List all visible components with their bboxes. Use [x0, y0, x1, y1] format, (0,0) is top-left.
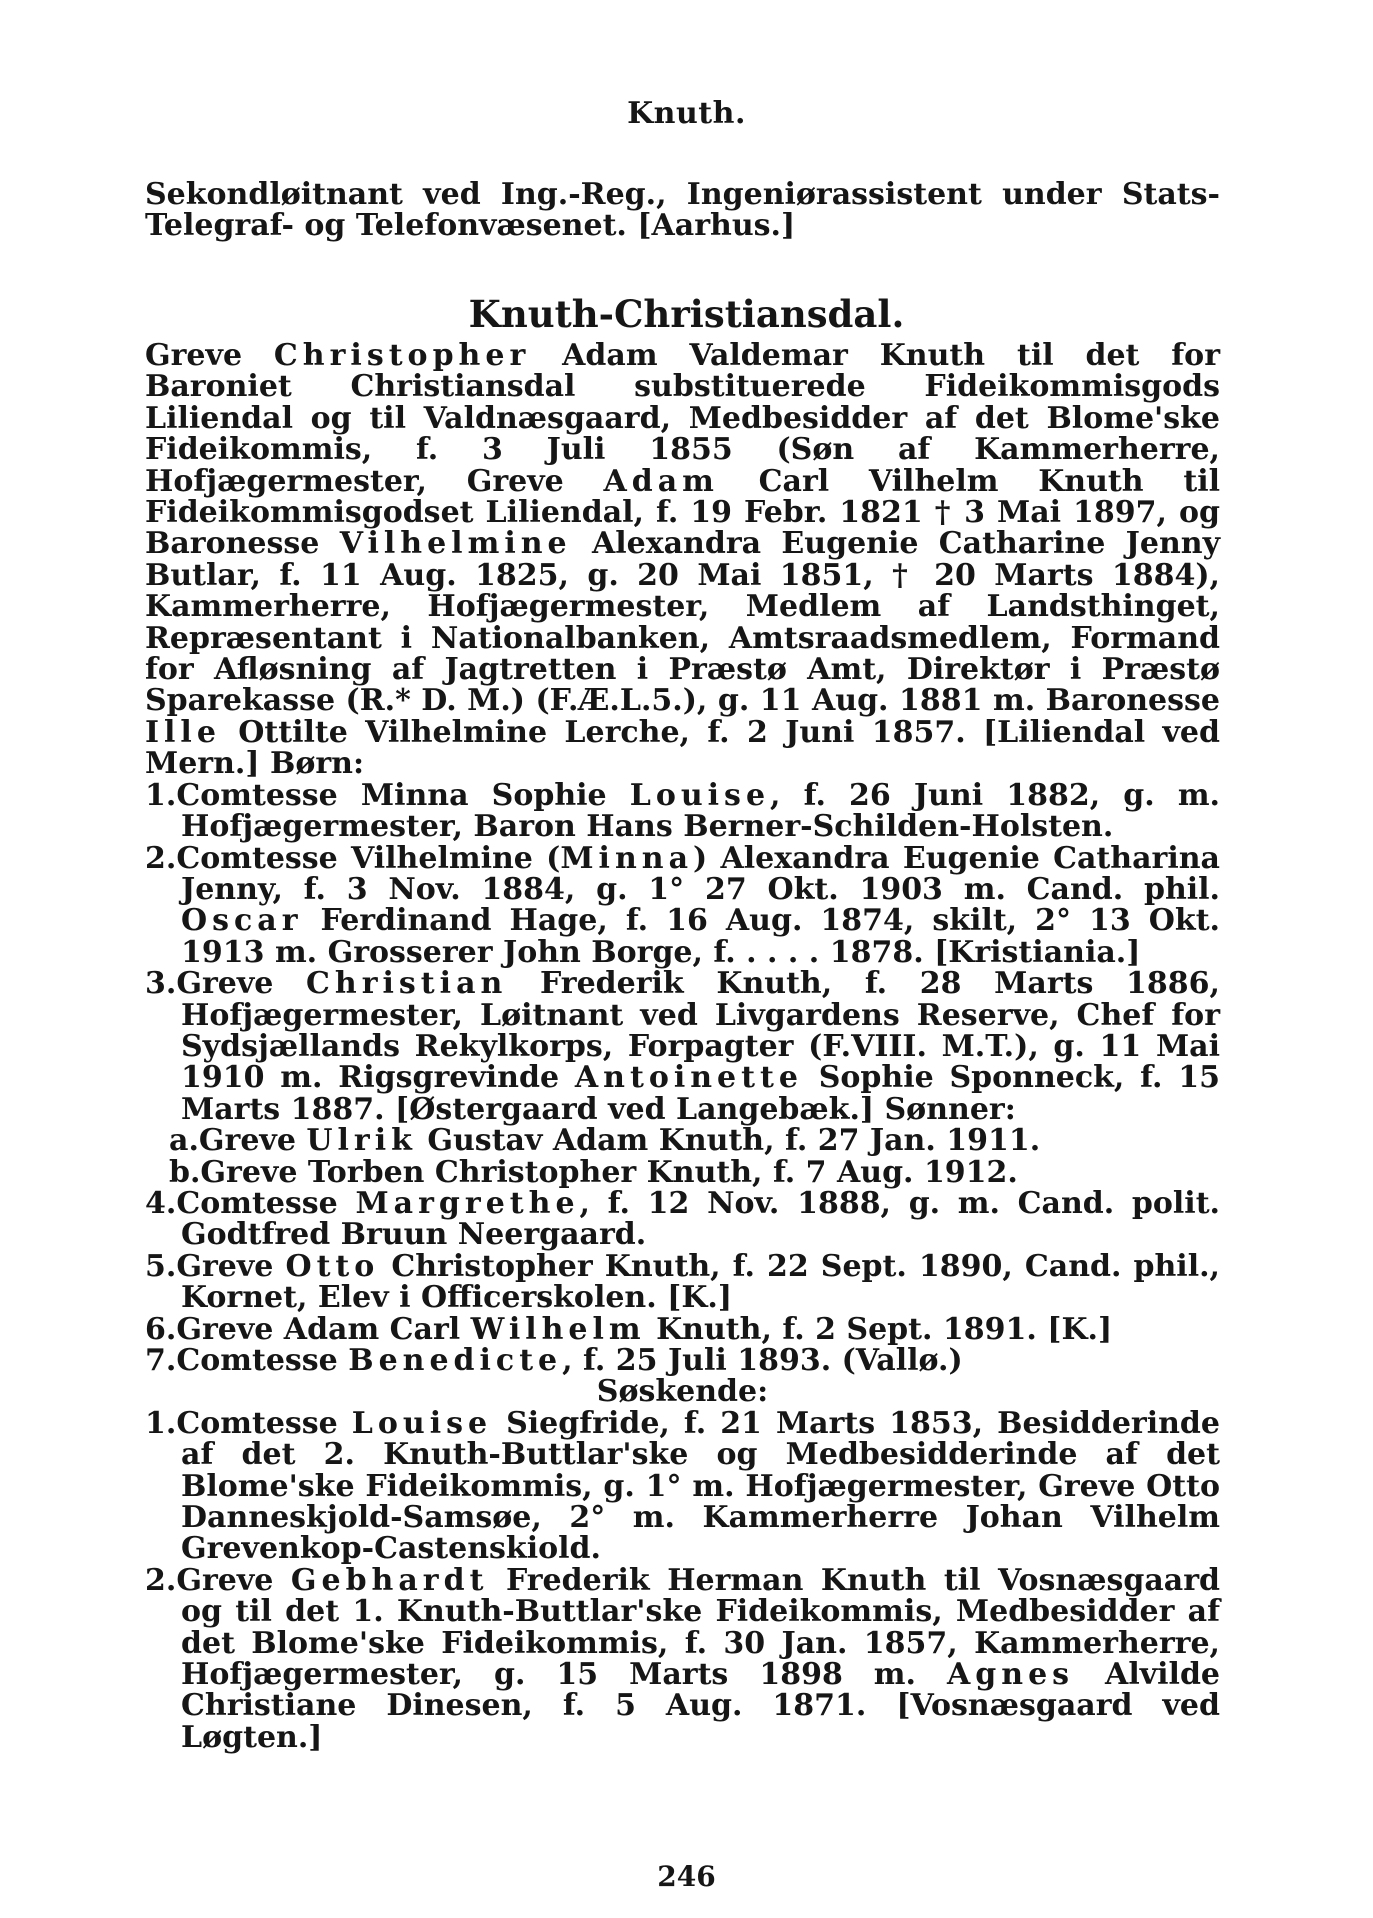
text-run: , f. 25 Juli 1893. (Vallø.) [562, 1343, 963, 1378]
text-run: Gustav Adam Knuth, f. 27 Jan. 1911. [416, 1123, 1041, 1159]
intro-paragraph: Sekondløitnant ved Ing.-Reg., Ingeniørassistent under Stats-Telegraf- og Telefonvæsenet. [Aarhus.] [145, 177, 1220, 244]
text-run: Greve [176, 1562, 291, 1598]
spaced-name: Margrethe [355, 1185, 580, 1221]
item-number: a. [169, 1123, 199, 1159]
spaced-name: Louise [629, 777, 771, 813]
list-item [145, 1123, 1220, 1159]
item-number: 2. [145, 1562, 177, 1598]
text-run: Greve Adam Carl [176, 1311, 471, 1347]
item-number: b. [169, 1154, 201, 1190]
list-item [145, 777, 1221, 845]
text-run: Ferdinand Hage, f. 16 Aug. 1874, skilt, 2° 13 Okt. 1913 m. Grosserer John Borge, f. . . . . 1878. [Kristiania.] [181, 903, 1220, 970]
children-list-continued [145, 1185, 1221, 1378]
spaced-name: Agnes [947, 1657, 1075, 1693]
spaced-name: Ulrik [306, 1123, 417, 1159]
text-run: Comtesse [176, 1185, 356, 1221]
section-heading: Knuth-Christiansdal. [468, 292, 905, 336]
text-run: Siegfride, f. 21 Marts 1853, Besidderinde af det 2. Knuth-Buttlar'ske og Medbesidderinde af det Blome'ske Fideikommis, g. 1° m. Hofjægermester, Greve Otto Danneskjold-Samsøe, 2° m. Kammerherre Johan Vilhelm Grevenkop-Castenskiold. [181, 1405, 1220, 1567]
text-run: Comtesse Vilhelmine ( [176, 840, 561, 876]
list-item [145, 1405, 1220, 1567]
spaced-name: Benedicte [348, 1343, 563, 1378]
item-number: 7. [145, 1343, 177, 1378]
item-number: 5. [145, 1248, 177, 1284]
siblings-list [145, 1405, 1221, 1755]
text-run: Greve [176, 1248, 286, 1284]
text-run: , f. 26 Juni 1882, g. m. Hofjægermester, Baron Hans Berner-Schilden-Holsten. [181, 777, 1221, 845]
list-item [145, 1311, 1220, 1347]
item-number: 6. [145, 1311, 177, 1347]
text-run: Alvilde Christiane Dinesen, f. 5 Aug. 1871. [Vosnæsgaard ved Løgten.] [181, 1657, 1221, 1755]
text-run: Greve Torben Christopher Knuth, f. 7 Aug. 1912. [200, 1154, 1018, 1190]
spaced-name: Otto [285, 1248, 380, 1284]
text-run: Greve [198, 1123, 307, 1159]
text-run: Ottilte Vilhelmine Lerche, f. 2 Juni 1857. [Liliendal ved Mern.] Børn: [145, 714, 1220, 782]
main-entry [145, 340, 1220, 1753]
list-item [145, 1248, 1220, 1316]
text-run: Carl Vilhelm Knuth til Fideikommisgodset Liliendal, f. 19 Febr. 1821 † 3 Mai 1897, og Baronesse [145, 463, 1220, 562]
spaced-name: Gebhardt [290, 1562, 489, 1598]
list-item [145, 840, 1220, 970]
page-number: 246 [657, 1860, 716, 1893]
text-run: Greve [145, 338, 274, 373]
list-item [145, 1345, 1220, 1376]
text-run: ) Alexandra Eugenie Catharina Jenny, f. 3 Nov. 1884, g. 1° 27 Okt. 1903 m. Cand. phil. [181, 840, 1220, 907]
text-run: Comtesse [176, 1343, 349, 1378]
spaced-name: Antoinette [574, 1060, 803, 1096]
spaced-name: Christopher [273, 338, 531, 373]
item-number: 2. [145, 840, 177, 876]
text-run: Frederik Herman Knuth til Vosnæsgaard og til det 1. Knuth-Buttlar'ske Fideikommis, Medbesidder af det Blome'ske Fideikommis, f. 30 Jan. 1857, Kammerherre, Hofjægermester, g. 15 Marts 1898 m. [181, 1562, 1220, 1693]
spaced-name: Minna [560, 840, 694, 876]
list-item [145, 1185, 1221, 1253]
grandsons-list [145, 1125, 1220, 1188]
spaced-name: Louise [351, 1405, 493, 1441]
running-head: Knuth. [627, 96, 746, 131]
spaced-name: Ille [145, 714, 221, 750]
item-number: 1. [145, 777, 177, 813]
text-run: Alexandra Eugenie Catharine Jenny Butlar, f. 11 Aug. 1825, g. 20 Mai 1851, † 20 Marts 1884), Kammerherre, Hofjægermester, Medlem af Landsthinget, Repræsentant i Nationalbanken, Amtsraadsmedlem, Formand for Afløsning af Jagtretten i Præstø Amt, Direktør i Præstø Sparekasse (R.* D. M.) (F.Æ.L.5.), g. 11 Aug. 1881 m. Baronesse [145, 526, 1220, 719]
siblings-heading: Søskende: [596, 1374, 769, 1410]
item-number: 3. [145, 966, 177, 1002]
spaced-name: Vilhelmine [339, 526, 572, 562]
text-run: Frederik Knuth, f. 28 Marts 1886, Hofjægermester, Løitnant ved Livgardens Reserve, Chef for Sydsjællands Rekylkorps, Forpagter (F.VIII. M.T.), g. 11 Mai 1910 m. Rigsgrevinde [181, 966, 1220, 1096]
text-run: Greve [176, 966, 307, 1002]
main-paragraph [145, 340, 1220, 780]
text-run: Comtesse [176, 1405, 352, 1441]
children-list [145, 777, 1221, 1127]
text-run: Christopher Knuth, f. 22 Sept. 1890, Cand. phil., Kornet, Elev i Officerskolen. [K.] [181, 1248, 1220, 1316]
text-run: Adam Valdemar Knuth til det for Baroniet Christiansdal substituerede Fideikommisgods Liliendal og til Valdnæsgaard, Medbesidder af det Blome'ske Fideikommis, f. 3 Juli 1855 (Søn af Kammerherre, Hofjægermester, Greve [145, 338, 1221, 499]
item-number: 1. [145, 1405, 177, 1441]
spaced-name: Adam [603, 463, 719, 499]
list-item [145, 1562, 1221, 1755]
spaced-name: Wilhelm [470, 1311, 646, 1347]
list-item [145, 968, 1220, 1125]
spaced-name: Christian [306, 966, 508, 1002]
spaced-name: Oscar [181, 903, 303, 939]
list-item [145, 1154, 1220, 1190]
text-run: Comtesse Minna Sophie [176, 777, 630, 813]
text-run: , f. 12 Nov. 1888, g. m. Cand. polit. Godtfred Bruun Neergaard. [181, 1185, 1221, 1253]
text-run: Sophie Sponneck, f. 15 Marts 1887. [Østergaard ved Langebæk.] Sønner: [181, 1060, 1220, 1127]
text-run: Knuth, f. 2 Sept. 1891. [K.] [645, 1311, 1113, 1347]
item-number: 4. [145, 1185, 177, 1221]
